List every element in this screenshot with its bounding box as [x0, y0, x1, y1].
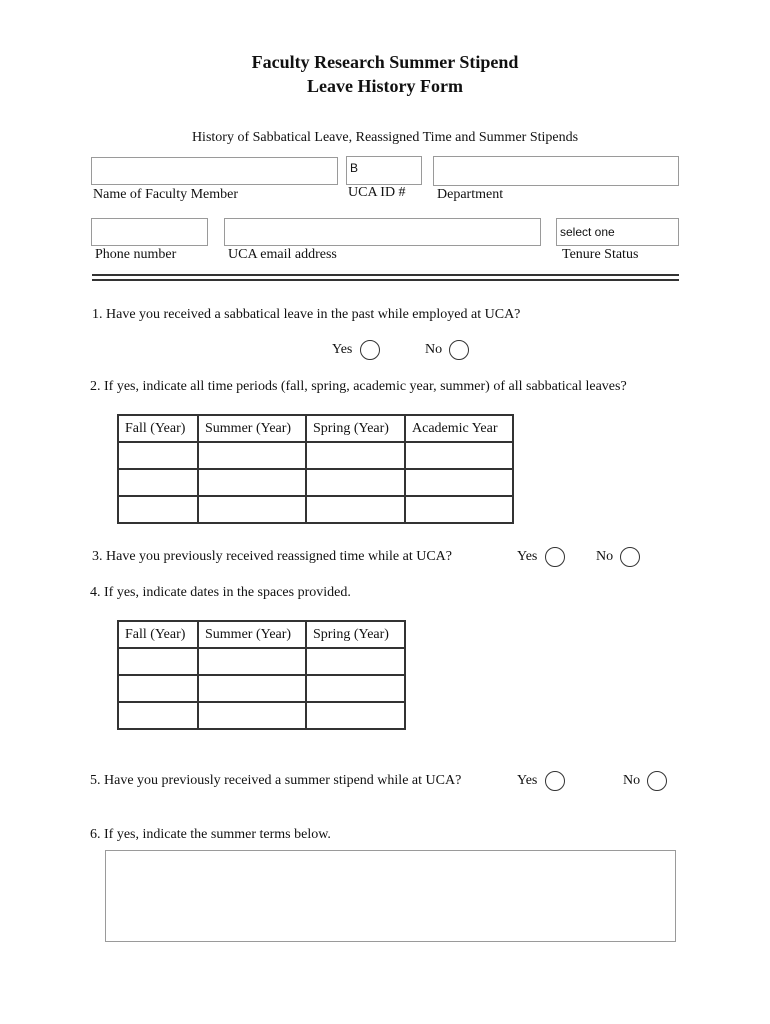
- uca-id-input[interactable]: B: [346, 156, 422, 185]
- table-header-row: [118, 621, 405, 648]
- q3-yes-label: Yes: [517, 549, 538, 564]
- table-cell[interactable]: [306, 675, 405, 702]
- tenure-status-select[interactable]: select one: [556, 218, 679, 246]
- summer-terms-textarea[interactable]: [105, 850, 676, 942]
- table-cell[interactable]: [405, 442, 513, 469]
- faculty-name-input[interactable]: [91, 157, 338, 185]
- table-cell[interactable]: [198, 702, 306, 729]
- table-row: [118, 496, 513, 523]
- table-cell[interactable]: [306, 702, 405, 729]
- q5-yes-radio[interactable]: [545, 771, 565, 791]
- table-cell[interactable]: [198, 496, 306, 523]
- sabbatical-periods-table: [117, 414, 514, 524]
- form-title-line2: Leave History Form: [307, 76, 463, 96]
- table-header-row: [118, 415, 513, 442]
- department-input[interactable]: [433, 156, 679, 186]
- form-title-line1: Faculty Research Summer Stipend: [251, 52, 519, 72]
- q5-no-label: No: [623, 773, 641, 788]
- col-header-fall: Fall (Year): [118, 415, 198, 442]
- phone-input[interactable]: [91, 218, 208, 246]
- col-header-fall: Fall (Year): [118, 621, 198, 648]
- q1-no-label: No: [425, 342, 443, 357]
- table-cell[interactable]: [306, 496, 405, 523]
- tenure-status-label: Tenure Status: [562, 247, 639, 262]
- q3-no-label: No: [596, 549, 614, 564]
- table-cell[interactable]: [118, 702, 198, 729]
- table-cell[interactable]: [198, 675, 306, 702]
- q3-no-radio[interactable]: [620, 547, 640, 567]
- question-2: 2. If yes, indicate all time periods (fall, spring, academic year, summer) of all sabbatical leaves?: [90, 379, 627, 394]
- reassigned-time-table: [117, 620, 406, 730]
- question-6: 6. If yes, indicate the summer terms below.: [90, 827, 331, 842]
- question-1: 1. Have you received a sabbatical leave in the past while employed at UCA?: [92, 307, 521, 322]
- col-header-summer: Summer (Year): [198, 415, 306, 442]
- col-header-spring: Spring (Year): [306, 621, 405, 648]
- section-divider-top: [92, 274, 679, 276]
- table-cell[interactable]: [118, 648, 198, 675]
- email-label: UCA email address: [228, 247, 337, 262]
- table-cell[interactable]: [198, 648, 306, 675]
- q5-no-radio[interactable]: [647, 771, 667, 791]
- table-row: [118, 648, 405, 675]
- table-cell[interactable]: [118, 675, 198, 702]
- question-3: 3. Have you previously received reassigned time while at UCA?: [92, 549, 453, 564]
- table-cell[interactable]: [306, 648, 405, 675]
- table-cell[interactable]: [306, 442, 405, 469]
- form-subtitle: History of Sabbatical Leave, Reassigned Time and Summer Stipends: [191, 130, 579, 145]
- table-row: [118, 442, 513, 469]
- q1-yes-radio[interactable]: [360, 340, 380, 360]
- q1-no-radio[interactable]: [449, 340, 469, 360]
- faculty-name-label: Name of Faculty Member: [93, 187, 239, 202]
- table-row: [118, 675, 405, 702]
- table-cell[interactable]: [118, 442, 198, 469]
- uca-id-label: UCA ID #: [348, 185, 406, 200]
- table-cell[interactable]: [306, 469, 405, 496]
- q3-yes-radio[interactable]: [545, 547, 565, 567]
- email-input[interactable]: [224, 218, 541, 246]
- table-row: [118, 469, 513, 496]
- question-5: 5. Have you previously received a summer stipend while at UCA?: [90, 773, 462, 788]
- question-4: 4. If yes, indicate dates in the spaces provided.: [90, 585, 351, 600]
- table-cell[interactable]: [118, 496, 198, 523]
- table-cell[interactable]: [405, 469, 513, 496]
- table-row: [118, 702, 405, 729]
- table-cell[interactable]: [198, 442, 306, 469]
- section-divider-bottom: [92, 279, 679, 281]
- table-cell[interactable]: [198, 469, 306, 496]
- department-label: Department: [437, 187, 504, 202]
- table-cell[interactable]: [118, 469, 198, 496]
- phone-label: Phone number: [95, 247, 177, 262]
- q5-yes-label: Yes: [517, 773, 538, 788]
- q1-yes-label: Yes: [332, 342, 353, 357]
- col-header-spring: Spring (Year): [306, 415, 405, 442]
- col-header-summer: Summer (Year): [198, 621, 306, 648]
- col-header-academic-year: Academic Year: [405, 415, 513, 442]
- table-cell[interactable]: [405, 496, 513, 523]
